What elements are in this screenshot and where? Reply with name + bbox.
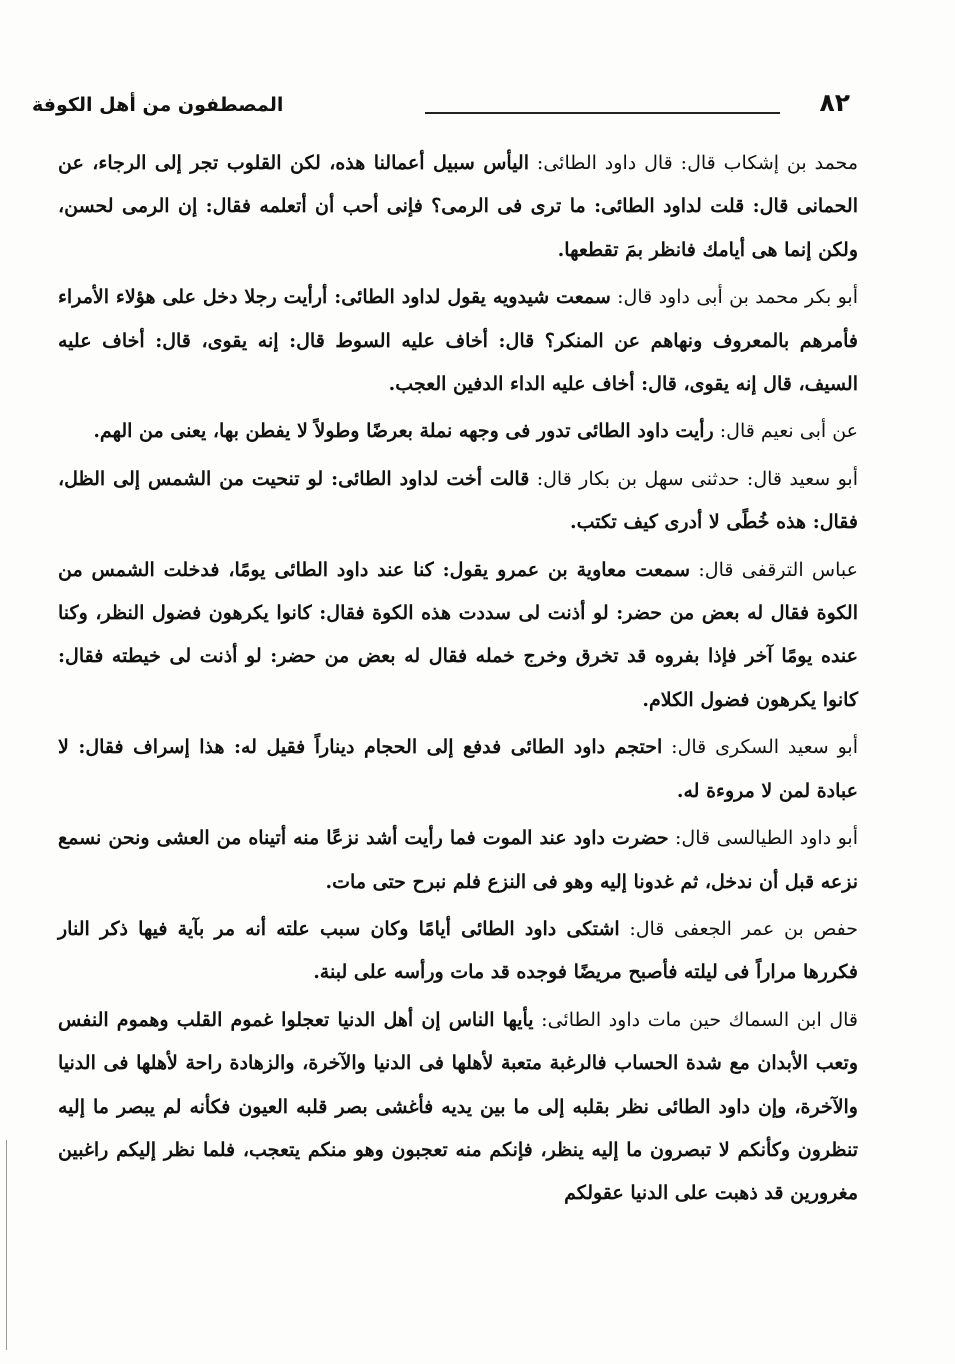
paragraph <box>58 999 858 1216</box>
narrator-chain: عن أبى نعيم قال: <box>713 420 858 443</box>
quoted-saying: اشتكى داود الطائى أيامًا وكان سبب علته أنه مر بآية فيها ذكر النار فكررها مراراً فى ليلته فأصبح مريضًا فوجده قد مات ورأسه على لبنة. <box>58 917 858 984</box>
paragraph <box>58 817 858 904</box>
paragraph <box>58 458 858 545</box>
paragraph <box>58 726 858 813</box>
paragraph <box>58 549 858 723</box>
narrator-chain: قال ابن السماك حين مات داود الطائى: <box>533 1008 859 1031</box>
running-header <box>30 88 850 128</box>
narrator-chain: أبو بكر محمد بن أبى داود قال: <box>610 286 858 309</box>
narrator-chain: محمد بن إشكاب قال: قال داود الطائى: <box>529 152 858 174</box>
narrator-chain: عباس الترقفى قال: <box>690 558 858 581</box>
paragraph <box>58 410 858 453</box>
quoted-saying: اليأس سبيل أعمالنا هذه، لكن القلوب تجر إلى الرجاء، عن الحمانى قال: قلت لداود الطائى: ما ترى فى الرمى؟ فإنى أحب أن أتعلمه فقال: إن الرمى لحسن، ولكن إنما هى أيامك فانظر بمَ تقطعها. <box>58 152 858 261</box>
narrator-chain: أبو سعيد السكرى قال: <box>662 736 858 759</box>
header-rule <box>425 112 780 114</box>
paragraph <box>58 142 858 272</box>
page-number: ٨٢ <box>819 88 850 117</box>
quoted-saying: احتجم داود الطائى فدفع إلى الحجام ديناراً فقيل له: هذا إسراف فقال: لا عبادة لمن لا مروءة له. <box>58 736 858 802</box>
paragraph <box>58 908 858 995</box>
narrator-chain: أبو سعيد قال: حدثنى سهل بن بكار قال: <box>529 467 858 490</box>
quoted-saying: قالت أخت لداود الطائى: لو تنحيت من الشمس إلى الظل، فقال: هذه خُطًى لا أدرى كيف تكتب. <box>58 467 858 534</box>
quoted-saying: سمعت معاوية بن عمرو يقول: كنا عند داود الطائى يومًا، فدخلت الشمس من الكوة فقال له بعض من حضر: لو أذنت لى سددت هذه الكوة فقال: كانوا يكرهون فضول النظر، وكنا عنده يومًا آخر فإذا بفروه قد تخرق وخرج خمله فقال له بعض من حضر: لو أذنت لى خيطته فقال: كانوا يكرهون فضول الكلام. <box>58 558 858 711</box>
page-body <box>58 142 858 1220</box>
quoted-saying: يأيها الناس إن أهل الدنيا تعجلوا غموم القلب وهموم النفس وتعب الأبدان مع شدة الحساب فالرغبة متعبة لأهلها فى الدنيا والآخرة، والزهادة راحة لأهلها فى الدنيا والآخرة، وإن داود الطائى نظر بقلبه إلى ما بين يديه فأغشى بصر قلبه العيون فكأنه لم يبصر ما إليه تنظرون وكأنكم لا تبصرون ما إليه ينظر، فإنكم منه تعجبون وهو منكم يتعجب، فلما نظر إليكم راغبين مغرورين قد ذهبت على الدنيا عقولكم <box>58 1008 858 1205</box>
quoted-saying: رأيت داود الطائى تدور فى وجهه نملة بعرضًا وطولاً لا يفطن بها، يعنى من الهم. <box>93 420 714 443</box>
narrator-chain: أبو داود الطيالسى قال: <box>668 827 858 850</box>
quoted-saying: سمعت شيدويه يقول لداود الطائى: أرأيت رجلا دخل على هؤلاء الأمراء فأمرهم بالمعروف ونهاهم عن المنكر؟ قال: أخاف عليه السوط قال: إنه يقوى، قال: أخاف عليه السيف، قال إنه يقوى، قال: أخاف عليه الداء الدفين العجب. <box>58 286 858 396</box>
page-edge-line <box>6 1140 7 1350</box>
narrator-chain: حفص بن عمر الجعفى قال: <box>619 917 858 940</box>
paragraph <box>58 276 858 406</box>
book-title: المصطفون من أهل الكوفة <box>32 94 284 116</box>
quoted-saying: حضرت داود عند الموت فما رأيت أشد نزعًا منه أتيناه من العشى ونحن نسمع نزعه قبل أن ندخل، ثم غدونا إليه وهو فى النزع فلم نبرح حتى مات. <box>58 827 858 893</box>
